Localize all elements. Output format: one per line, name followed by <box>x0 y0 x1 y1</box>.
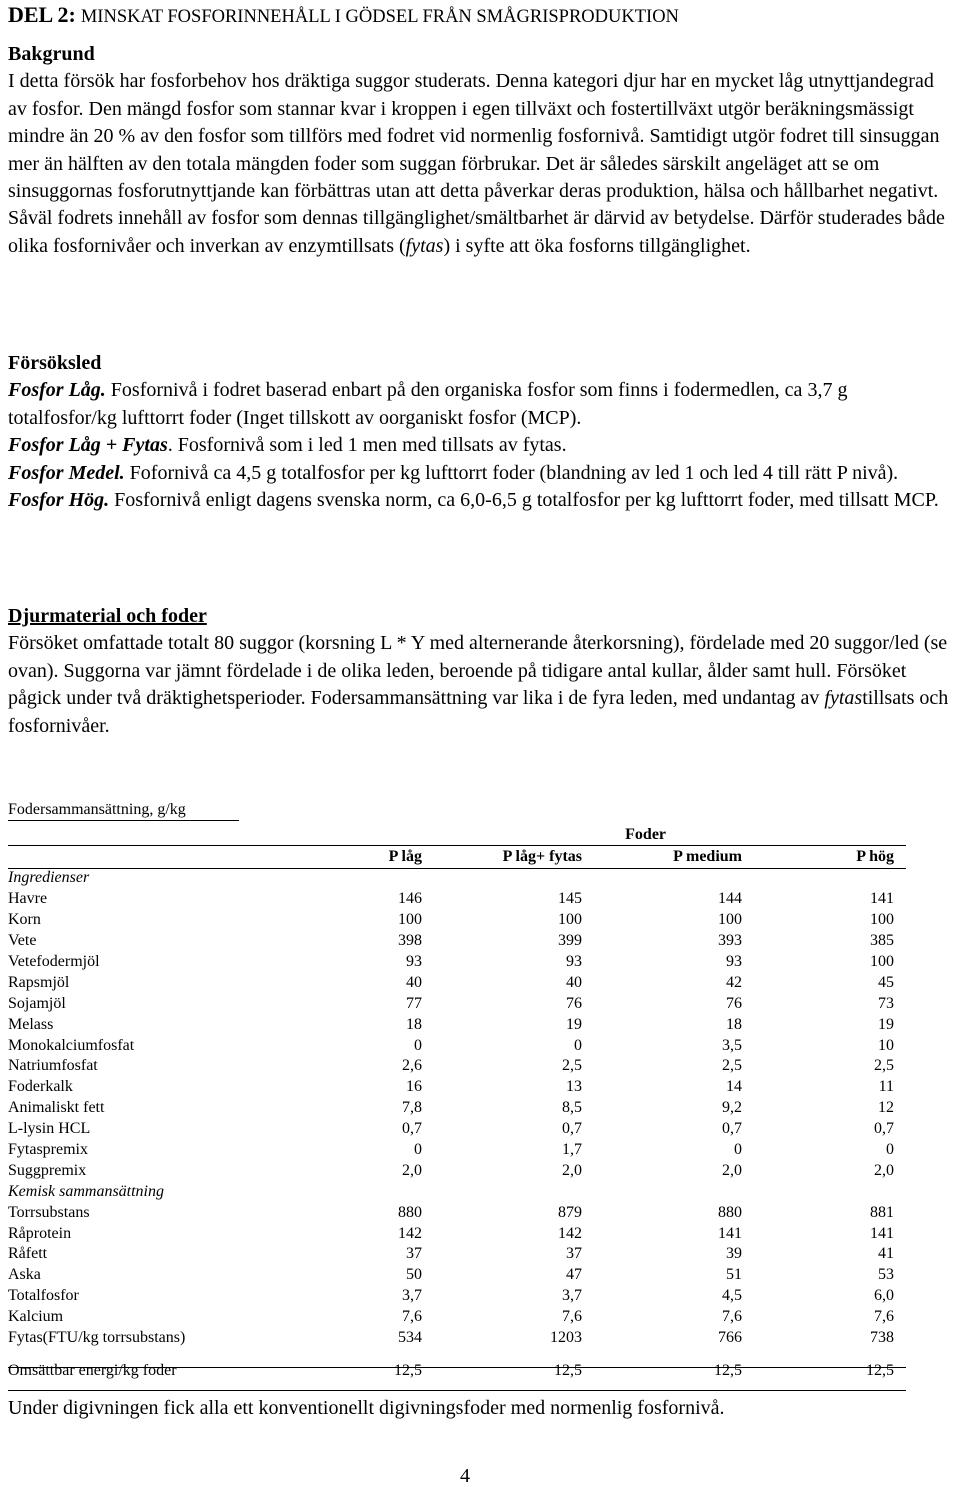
table-cell: 1,7 <box>562 1141 582 1159</box>
table-row <box>8 1307 906 1328</box>
table-cell: 76 <box>726 994 742 1012</box>
table-cell: 73 <box>878 994 895 1012</box>
table-row <box>8 1265 906 1286</box>
table-cell: 13 <box>566 1078 582 1096</box>
table-row <box>8 1202 906 1223</box>
table-cell: 385 <box>870 932 895 950</box>
table-cell: 100 <box>718 911 742 929</box>
table-cell: 50 <box>406 1266 422 1284</box>
table-cell: 42 <box>726 973 742 991</box>
table-row-label: Foderkalk <box>8 1078 73 1096</box>
table-row <box>8 1077 906 1098</box>
forsoksled-item-name: Fosfor Låg. <box>8 379 106 402</box>
table-row-label: Havre <box>8 890 48 908</box>
table-cell: 14 <box>726 1078 742 1096</box>
table-cell: 142 <box>558 1224 582 1242</box>
table-cell: 146 <box>398 890 422 908</box>
table-cell: 76 <box>566 994 582 1012</box>
table-row <box>8 1035 906 1056</box>
table-section-label: Kemisk sammansättning <box>8 1182 164 1200</box>
table-cell: 0 <box>414 1141 422 1159</box>
table-cell: 0 <box>886 1141 895 1159</box>
table-cell: 7,6 <box>402 1308 422 1326</box>
djurmaterial-paragraph <box>8 630 952 740</box>
table-cell: 766 <box>718 1329 742 1347</box>
table-header-row <box>8 845 906 868</box>
table-group-header-row <box>8 824 906 845</box>
table-row <box>8 1244 906 1265</box>
table-cell: 19 <box>878 1015 895 1033</box>
forsoksled-item <box>8 460 952 487</box>
table-cell: 141 <box>718 1224 742 1242</box>
table-cell: 77 <box>406 994 422 1012</box>
table-cell: 141 <box>870 890 895 908</box>
table-row-label: Torrsubstans <box>8 1203 90 1221</box>
table-cell: 8,5 <box>562 1099 582 1117</box>
bakgrund-paragraph <box>8 68 952 260</box>
table-cell: 12,5 <box>394 1361 422 1379</box>
table-row-label: Omsättbar energi/kg foder <box>8 1361 177 1379</box>
table-cell: 47 <box>566 1266 582 1284</box>
table-cell: 12,5 <box>866 1361 895 1379</box>
table-row <box>8 972 906 993</box>
table-column-header: P låg+ fytas <box>502 847 582 865</box>
table-rule-bottom <box>8 1390 906 1391</box>
heading-title: MINSKAT FOSFORINNEHÅLL I GÖDSEL FRÅN SMÅGRISPRODUKTION <box>80 7 679 27</box>
table-cell: 3,5 <box>722 1036 742 1054</box>
table-caption: Fodersammansättning, g/kg <box>8 801 186 818</box>
table-cell: 16 <box>406 1078 422 1096</box>
table-row <box>8 931 906 952</box>
table-row-label: Monokalciumfosfat <box>8 1036 135 1054</box>
table-header-empty <box>8 845 254 868</box>
table-row-label: Vetefodermjöl <box>8 953 100 970</box>
bakgrund-fytas: fytas <box>405 234 444 257</box>
table-row-label: Kalcium <box>8 1308 64 1326</box>
table-cell: 10 <box>878 1036 895 1054</box>
table-row-label: Korn <box>8 911 41 929</box>
djurmaterial-fytas: fytas <box>824 687 863 710</box>
table-cell: 19 <box>566 1015 582 1033</box>
table-row-label: Aska <box>8 1266 41 1284</box>
table-cell: 12 <box>878 1099 895 1117</box>
page-heading <box>8 4 679 28</box>
table-cell: 2,0 <box>402 1161 422 1179</box>
table-row <box>8 1119 906 1140</box>
table-cell: 100 <box>558 911 582 929</box>
table-row-label: Natriumfosfat <box>8 1057 98 1075</box>
table-rule-header <box>8 868 906 869</box>
table-row <box>8 1056 906 1077</box>
table-spacer-row <box>8 1348 906 1360</box>
footer-note: Under digivningen fick alla ett konventionellt digivningsfoder med normenlig fosfornivå. <box>8 1397 725 1419</box>
table-section-label: Ingredienser <box>8 869 90 887</box>
table-cell: 1203 <box>550 1329 582 1347</box>
table-cell: 2,0 <box>722 1161 742 1179</box>
table-column-header: P låg <box>388 847 422 865</box>
bakgrund-text-1: I detta försök har fosforbehov hos dräktiga suggor studerats. Denna kategori djur har en mycket låg utnyttjandegrad av fosfor. Den mängd fosfor som stannar kvar i kroppen i egen tillväxt och fostertillväxt utgör beräkningsmässigt mindre än 20 % av den fosfor som tillförs med fodret vid normenlig fosfornivå. Samtidigt utgör fodret till sinsuggan mer än hälften av den totala mängden foder som suggan förbrukar. Det är således särskilt angeläget att se om sinsuggornas fosforutnyttjande kan förbättras utan att detta påverkar deras produktion, hälsa och hållbarhet negativt. Såväl fodrets innehåll av fosfor som dennas tillgänglighet/smältbarhet är därvid av betydelse. Därför studerades både olika fosfornivåer och inverkan av enzymtillsats ( <box>8 70 945 257</box>
table-cell: 93 <box>406 953 422 970</box>
table-cell: 738 <box>870 1329 895 1347</box>
heading-part: DEL 2: <box>8 2 76 27</box>
table-row <box>8 1286 906 1307</box>
table-row-label: Fytas(FTU/kg torrsubstans) <box>8 1329 186 1347</box>
table-cell: 393 <box>718 932 742 950</box>
table-cell: 2,5 <box>722 1057 742 1075</box>
table-cell: 3,7 <box>402 1287 422 1305</box>
table-row-label: Suggpremix <box>8 1161 87 1179</box>
table-cell: 0 <box>574 1036 582 1054</box>
section-forsoksled <box>8 350 952 514</box>
section-bakgrund <box>8 41 952 260</box>
forsoksled-item-text: Fosfornivå enligt dagens svenska norm, ca 6,0-6,5 g totalfosfor per kg lufttorrt foder, med tillsatt MCP. <box>109 489 939 512</box>
table-cell: 880 <box>718 1203 742 1221</box>
table-cell: 145 <box>558 890 582 908</box>
table-cell: 144 <box>718 890 742 908</box>
table-row-label: Animaliskt fett <box>8 1099 105 1117</box>
forsoksled-item <box>8 377 952 432</box>
table-row <box>8 1360 906 1381</box>
table-row-label: Fytaspremix <box>8 1141 88 1159</box>
table-cell: 0,7 <box>402 1120 422 1138</box>
table-cell: 37 <box>566 1245 582 1263</box>
table-row-label: L-lysin HCL <box>8 1120 91 1138</box>
table-row-label: Vete <box>8 932 37 950</box>
table-cell: 39 <box>726 1245 742 1263</box>
section-title-djurmaterial: Djurmaterial och foder <box>8 605 207 627</box>
table-cell: 93 <box>566 953 582 970</box>
table-row <box>8 1223 906 1244</box>
table-section-row <box>8 868 906 889</box>
table-column-header: P medium <box>673 847 742 865</box>
table-cell: 398 <box>398 932 422 950</box>
table-cell: 880 <box>398 1203 422 1221</box>
table-column-header: P hög <box>856 847 895 865</box>
forsoksled-item-text: Fosfornivå i fodret baserad enbart på den organiska fosfor som finns i fodermedlen, ca 3,7 g totalfosfor/kg lufttorrt foder (Inget tillskott av oorganiskt fosfor (MCP). <box>8 379 848 429</box>
table-caption-underline <box>8 820 239 821</box>
table-section-row <box>8 1181 906 1202</box>
table-cell: 7,6 <box>874 1308 895 1326</box>
table-row <box>8 1098 906 1119</box>
table-cell: 2,5 <box>562 1057 582 1075</box>
table-cell: 879 <box>558 1203 582 1221</box>
table-cell: 0 <box>414 1036 422 1054</box>
table-cell: 41 <box>878 1245 895 1263</box>
table-cell: 141 <box>870 1224 895 1242</box>
table-cell: 0 <box>734 1141 742 1159</box>
table-cell: 3,7 <box>562 1287 582 1305</box>
table-cell: 2,0 <box>874 1161 895 1179</box>
forsoksled-item <box>8 487 952 514</box>
table-cell: 100 <box>398 911 422 929</box>
table-spacer-cell <box>8 1348 906 1360</box>
forsoksled-item-name: Fosfor Medel. <box>8 461 125 484</box>
table-row <box>8 1014 906 1035</box>
table-row <box>8 889 906 910</box>
table-cell: 100 <box>870 953 895 970</box>
table-cell: 12,5 <box>554 1361 582 1379</box>
table-cell: 2,0 <box>562 1161 582 1179</box>
feed-composition-table <box>8 824 906 1381</box>
table-rule-top <box>8 845 906 846</box>
table-row <box>8 952 906 973</box>
forsoksled-item <box>8 432 952 459</box>
table-cell: 18 <box>726 1015 742 1033</box>
bakgrund-text-2: ) i syfte att öka fosforns tillgänglighet. <box>443 234 751 257</box>
djurmaterial-text-2: tillsats och fosfornivåer. <box>8 687 949 737</box>
table-cell: 37 <box>406 1245 422 1263</box>
table-cell: 12,5 <box>714 1361 742 1379</box>
table-cell: 399 <box>558 932 582 950</box>
table-cell: 2,5 <box>874 1057 895 1075</box>
forsoksled-item-text: . Fosfornivå som i led 1 men med tillsats av fytas. <box>167 434 567 457</box>
table-row-label: Sojamjöl <box>8 994 66 1012</box>
section-djurmaterial <box>8 603 952 740</box>
table-row-label: Melass <box>8 1015 54 1033</box>
table-cell: 534 <box>398 1329 422 1347</box>
table-cell: 40 <box>406 973 422 991</box>
forsoksled-item-name: Fosfor Hög. <box>8 489 110 512</box>
djurmaterial-text-1: Försöket omfattade totalt 80 suggor (korsning L * Y med alternerande återkorsning), fördelade med 20 suggor/led (se ovan). Suggorna var jämnt fördelade i de olika leden, beroende på tidigare antal kullar, ålder samt hull. Försöket pågick under två dräktighetsperioder. Fodersammansättning var lika i de fyra leden, med undantag av <box>8 632 948 710</box>
table-cell: 45 <box>878 973 895 991</box>
page-number: 4 <box>460 1465 470 1487</box>
table-cell: 0,7 <box>722 1120 742 1138</box>
table-cell: 18 <box>406 1015 422 1033</box>
table-cell: 881 <box>870 1203 895 1221</box>
table-cell: 2,6 <box>402 1057 422 1075</box>
table-cell: 9,2 <box>722 1099 742 1117</box>
table-row <box>8 993 906 1014</box>
table-row <box>8 1140 906 1161</box>
table-cell: 51 <box>726 1266 742 1284</box>
table-row-label: Råfett <box>8 1245 48 1263</box>
table-cell: 93 <box>726 953 742 970</box>
table-cell: 6,0 <box>874 1287 895 1305</box>
table-row-label: Totalfosfor <box>8 1287 79 1305</box>
table-row-label: Rapsmjöl <box>8 973 70 991</box>
table-row <box>8 910 906 931</box>
table-cell: 7,6 <box>722 1308 742 1326</box>
forsoksled-item-text: Fofornivå ca 4,5 g totalfosfor per kg lufttorrt foder (blandning av led 1 och led 4 till rätt P nivå). <box>124 461 899 484</box>
table-cell: 4,5 <box>722 1287 742 1305</box>
table-group-header: Foder <box>625 825 667 843</box>
table-cell: 0,7 <box>874 1120 895 1138</box>
table-cell: 53 <box>878 1266 895 1284</box>
table-rule-energy <box>8 1367 906 1368</box>
table-row <box>8 1160 906 1181</box>
table-row-label: Råprotein <box>8 1224 72 1242</box>
table-cell: 7,8 <box>402 1099 422 1117</box>
table-cell: 142 <box>398 1224 422 1242</box>
table-cell: 100 <box>870 911 895 929</box>
forsoksled-item-name: Fosfor Låg + Fytas <box>8 434 168 457</box>
table-cell: 40 <box>566 973 582 991</box>
table-cell: 7,6 <box>562 1308 582 1326</box>
table-cell: 0,7 <box>562 1120 582 1138</box>
table-cell: 11 <box>878 1078 895 1096</box>
section-title-bakgrund: Bakgrund <box>8 43 95 65</box>
section-title-forsoksled: Försöksled <box>8 352 102 374</box>
table-row <box>8 1328 906 1349</box>
